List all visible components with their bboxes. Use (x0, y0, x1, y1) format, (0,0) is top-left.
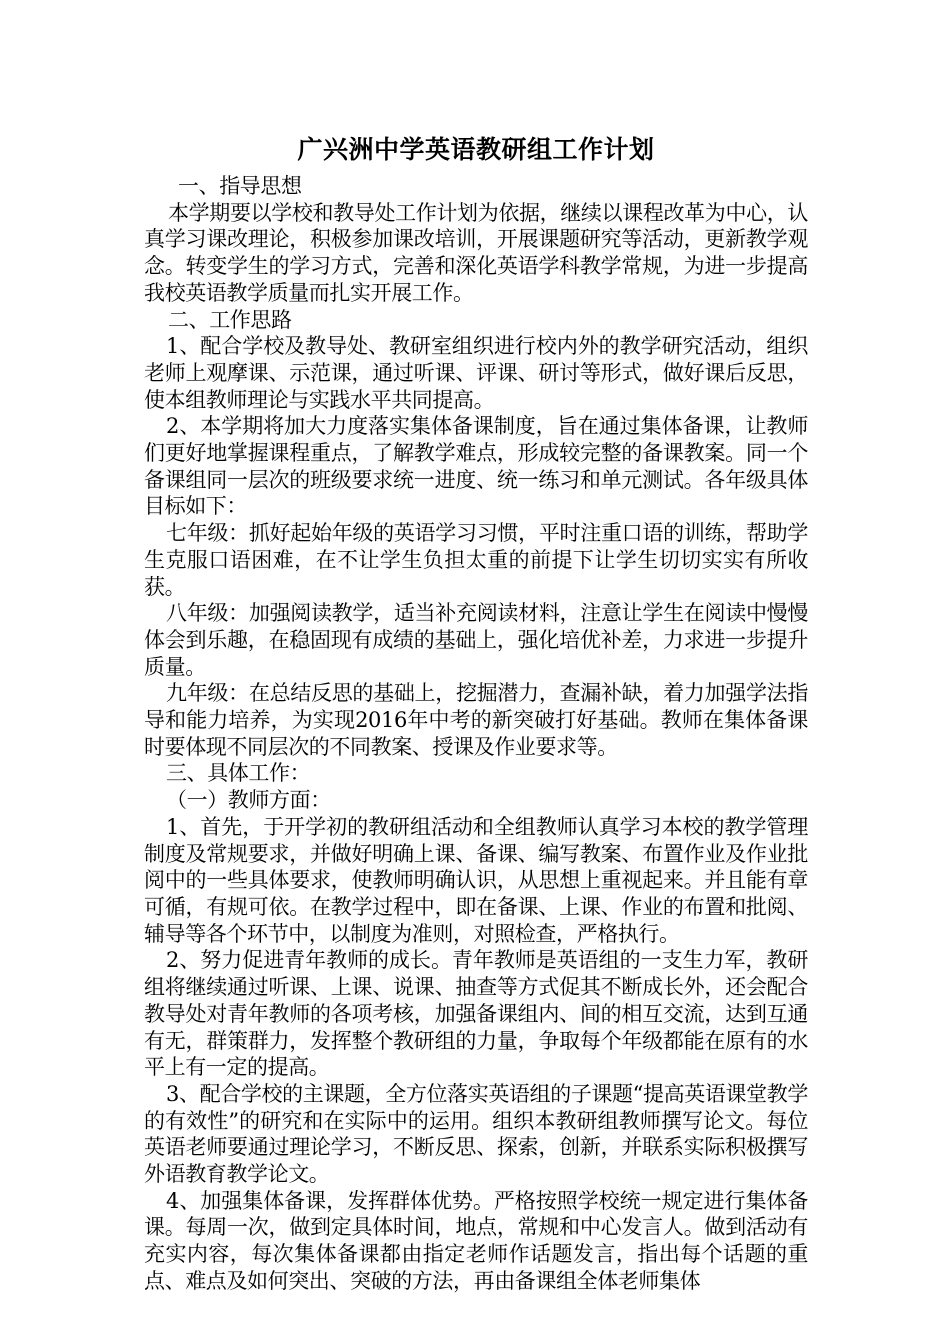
paragraph-grade-9: 九年级：在总结反思的基础上，挖掘潜力，查漏补缺，着力加强学法指导和能力培养，为实现2016年中考的新突破打好基础。教师在集体备课时要体现不同层次的不同教案、授课及作业要求等。 (144, 681, 808, 759)
paragraph-work-3: 3、配合学校的主课题，全方位落实英语组的子课题“提高英语课堂教学的有效性”的研究和在实际中的运用。组织本教研组教师撰写论文。每位英语老师要通过理论学习，不断反思、探索，创新，并联系实际积极撰写外语教育教学论文。 (144, 1081, 808, 1187)
paragraph-grade-7: 七年级：抓好起始年级的英语学习习惯，平时注重口语的训练，帮助学生克服口语困难，在不让学生负担太重的前提下让学生切切实实有所收获。 (144, 521, 808, 599)
document-title: 广兴洲中学英语教研组工作计划 (297, 135, 655, 164)
paragraph-grade-8: 八年级：加强阅读教学，适当补充阅读材料，注意让学生在阅读中慢慢体会到乐趣，在稳固现有成绩的基础上，强化培优补差，力求进一步提升质量。 (144, 601, 808, 679)
subheading-teachers: （一）教师方面： (166, 788, 331, 813)
paragraph-work-4: 4、加强集体备课，发挥群体优势。严格按照学校统一规定进行集体备课。每周一次，做到定具体时间，地点，常规和中心发言人。做到活动有充实内容，每次集体备课都由指定老师作话题发言，指出每个话题的重点、难点及如何突出、突破的方法，再由备课组全体老师集体 (144, 1188, 808, 1293)
paragraph-guiding-thought: 本学期要以学校和教导处工作计划为依据，继续以课程改革为中心，认真学习课改理论，积极参加课改培训，开展课题研究等活动，更新教学观念。转变学生的学习方式，完善和深化英语学科教学常规，为进一步提高我校英语教学质量而扎实开展工作。 (144, 200, 808, 305)
section-heading-guiding-thought: 一、指导思想 (178, 174, 302, 198)
section-heading-work-approach: 二、工作思路 (168, 307, 292, 332)
paragraph-work-2: 2、努力促进青年教师的成长。青年教师是英语组的一支生力军，教研组将继续通过听课、上课、说课、抽查等方式促其不断成长外，还会配合教导处对青年教师的各项考核，加强备课组内、间的相互交流，达到互通有无，群策群力，发挥整个教研组的力量，争取每个年级都能在原有的水平上有一定的提高。 (144, 948, 808, 1080)
paragraph-approach-1: 1、配合学校及教导处、教研室组织进行校内外的教学研究活动，组织老师上观摩课、示范课，通过听课、评课、研讨等形式，做好课后反思，使本组教师理论与实践水平共同提高。 (144, 334, 808, 412)
document-page (144, 128, 808, 1295)
section-heading-specific-work: 三、具体工作： (166, 761, 311, 786)
paragraph-work-1: 1、首先，于开学初的教研组活动和全组教师认真学习本校的教学管理制度及常规要求，并做好明确上课、备课、编写教案、布置作业及作业批阅中的一些具体要求，使教师明确认识，从思想上重视起来。并且能有章可循，有规可依。在教学过程中，即在备课、上课、作业的布置和批阅、辅导等各个环节中，以制度为准则，对照检查，严格执行。 (144, 814, 808, 946)
paragraph-approach-2: 2、本学期将加大力度落实集体备课制度，旨在通过集体备课，让教师们更好地掌握课程重点，了解教学难点，形成较完整的备课教案。同一个备课组同一层次的班级要求统一进度、统一练习和单元测试。各年级具体目标如下： (144, 414, 808, 519)
